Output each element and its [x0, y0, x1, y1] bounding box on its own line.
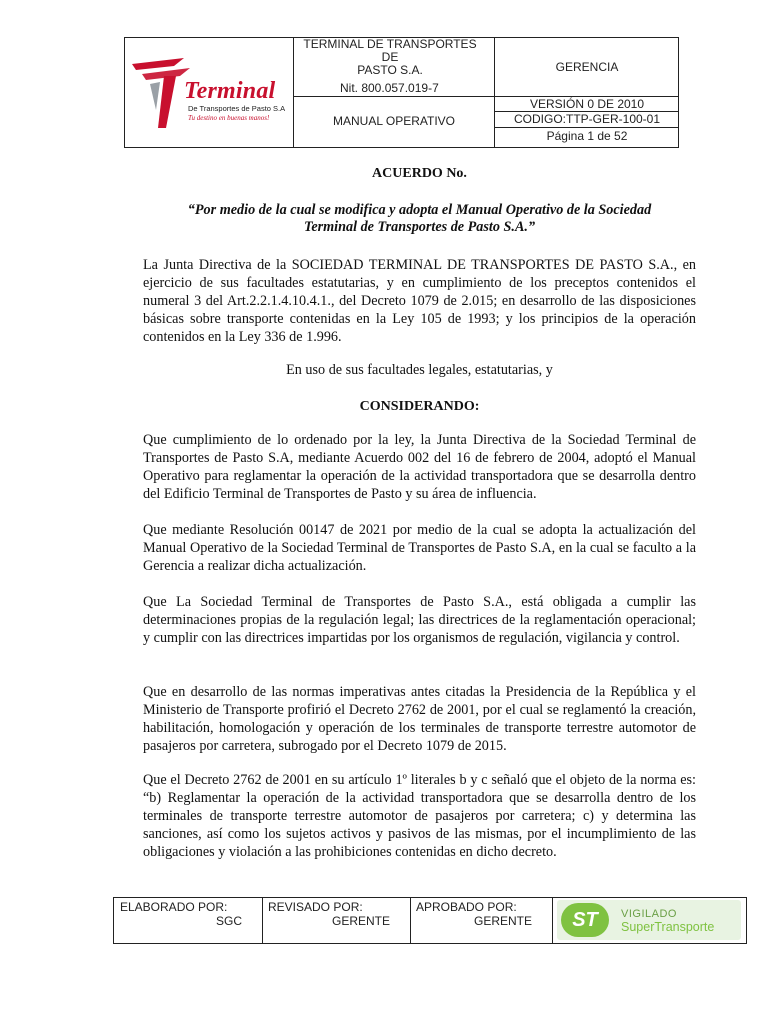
considerando-paragraph: Que La Sociedad Terminal de Transportes de Pasto S.A., está obligada a cumplir las determinaciones propias de la regulación legal; las directrices de la reglamentación operacional; y cumplir con las directrices impartidas por los organismos de regulación, vigilancia y control.: [143, 594, 696, 646]
area-label: GERENCIA: [555, 60, 619, 74]
company-name: [294, 38, 486, 77]
footer-divider: [262, 897, 263, 944]
logo-slogan: Tu destino en buenas manos!: [188, 114, 270, 122]
page-number: Página 1 de 52: [546, 129, 628, 143]
subtitle-line: “Por medio de la cual se modifica y adopta el Manual Operativo de la Sociedad: [187, 202, 652, 218]
badge-line-supertransporte: SuperTransporte: [621, 920, 715, 934]
elaborado-label: ELABORADO POR:: [120, 900, 228, 914]
subtitle-line: Terminal de Transportes de Pasto S.A.”: [303, 219, 536, 235]
document-code: CODIGO:TTP-GER-100-01: [513, 112, 661, 126]
considerando-paragraph: Que mediante Resolución 00147 de 2021 por medio de la cual se adopta la actualización del Manual Operativo de la Sociedad Terminal de Transportes de Pasto S.A, en la cual se faculto a la Gerencia a realizar dicha actualización.: [143, 522, 696, 574]
supertransporte-logo-icon: ST: [561, 903, 609, 937]
considerando-paragraph: Que el Decreto 2762 de 2001 en su artículo 1º literales b y c señaló que el objeto de la norma es: “b) Reglamentar la operación de la actividad transportadora que se desarrolla dentro de los terminales de transporte terrestre automotor de pasajeros por carretera; c) y determina las sanciones, así como los sujetos activos y pasivos de las mismas, por el incumplimiento de las obligaciones y violación a las prohibiciones contenidas en dicho decreto.: [143, 772, 696, 860]
company-logo: [128, 44, 290, 144]
aprobado-label: APROBADO POR:: [416, 900, 517, 914]
document-title: ACUERDO No.: [372, 166, 467, 181]
footer-divider: [552, 897, 553, 944]
considerando-heading: CONSIDERANDO:: [359, 399, 480, 414]
footer-divider: [410, 897, 411, 944]
company-name-line: PASTO S.A.: [357, 63, 423, 77]
vigilado-supertransporte-badge: [557, 900, 741, 940]
considerando-paragraph: Que en desarrollo de las normas imperativas antes citadas la Presidencia de la República y el Ministerio de Transporte profirió el Decreto 2762 de 2001, por el cual se reglamentó la creación, habilitación, homologación y operación de los terminales de transporte terrestre automotor de pasajeros por carretera, subrogado por el Decreto 1079 de 2015.: [143, 684, 696, 754]
revisado-value: GERENTE: [332, 914, 391, 928]
aprobado-value: GERENTE: [474, 914, 533, 928]
intro-paragraph: La Junta Directiva de la SOCIEDAD TERMINAL DE TRANSPORTES DE PASTO S.A., en ejercicio de sus facultades estatutarias, y en cumplimiento de los preceptos contenidos el numeral 3 del Art.2.2.1.4.10.4.1., del Decreto 1079 de 2.015; en desarrollo de las disposiciones básicas sobre transporte contenidas en la Ley 105 de 1993; y los principios de la operación contenidos en la Ley 336 de 1.996.: [143, 257, 696, 345]
considerando-paragraph: Que cumplimiento de lo ordenado por la ley, la Junta Directiva de la Sociedad Terminal de Transportes de Pasto S.A, mediante Acuerdo 002 del 16 de febrero de 2004, adoptó el Manual Operativo para reglamentar la operación de la actividad transportadora que se desarrolla dentro del Edificio Terminal de Transportes de Pasto y su área de influencia.: [143, 432, 696, 502]
document-subtitle: [143, 202, 696, 236]
revisado-label: REVISADO POR:: [268, 900, 363, 914]
uso-facultades: En uso de sus facultades legales, estatutarias, y: [286, 362, 553, 378]
header-divider: [494, 127, 679, 128]
badge-line-vigilado: VIGILADO: [621, 908, 677, 920]
elaborado-value: SGC: [216, 914, 243, 928]
logo-wordmark: Terminal: [184, 78, 276, 104]
company-nit: Nit. 800.057.019-7: [340, 81, 439, 95]
company-name-line: TERMINAL DE TRANSPORTES: [303, 37, 477, 51]
manual-label: MANUAL OPERATIVO: [332, 114, 456, 128]
version-label: VERSIÓN 0 DE 2010: [529, 97, 645, 111]
company-name-line: DE: [381, 50, 399, 64]
logo-subtitle: De Transportes de Pasto S.A: [188, 104, 286, 113]
